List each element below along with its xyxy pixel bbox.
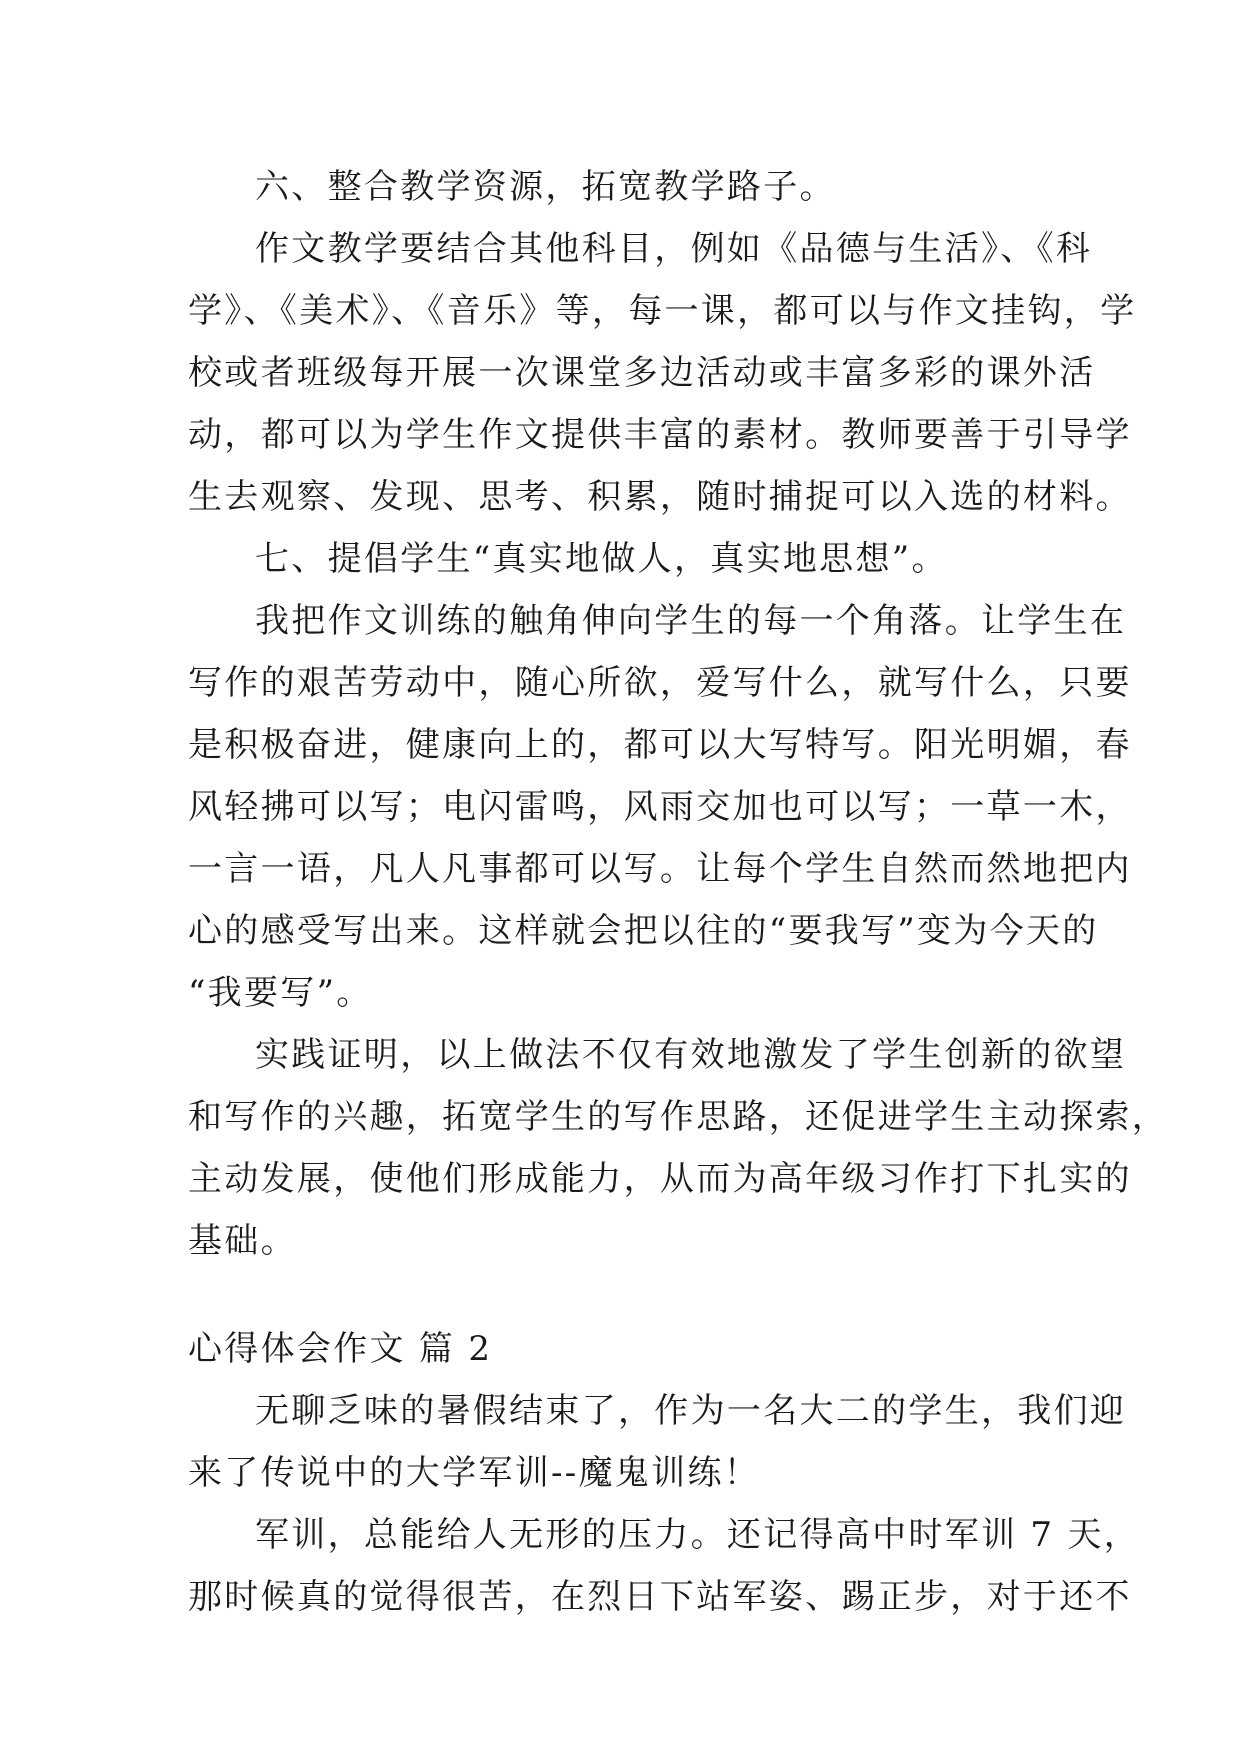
paragraph-line: 一言一语，凡人凡事都可以写。让每个学生自然而然地把内 xyxy=(188,849,1132,889)
section-heading-6: 六、整合教学资源，拓宽教学路子。 xyxy=(255,167,836,207)
paragraph-line: 无聊乏味的暑假结束了，作为一名大二的学生，我们迎 xyxy=(255,1391,1127,1431)
paragraph-line: 校或者班级每开展一次课堂多边活动或丰富多彩的课外活 xyxy=(188,353,1096,393)
section-heading-7: 七、提倡学生“真实地做人，真实地思想”。 xyxy=(255,539,948,579)
paragraph-line: “我要写”。 xyxy=(188,973,373,1013)
paragraph-line: 动，都可以为学生作文提供丰富的素材。教师要善于引导学 xyxy=(188,415,1132,455)
paragraph-line: 风轻拂可以写；电闪雷鸣，风雨交加也可以写；一草一木， xyxy=(188,787,1132,827)
paragraph-line: 实践证明，以上做法不仅有效地激发了学生创新的欲望 xyxy=(255,1035,1127,1075)
paragraph-line: 是积极奋进，健康向上的，都可以大写特写。阳光明媚，春 xyxy=(188,725,1132,765)
paragraph-line: 主动发展，使他们形成能力，从而为高年级习作打下扎实的 xyxy=(188,1159,1132,1199)
paragraph-line: 生去观察、发现、思考、积累，随时捕捉可以入选的材料。 xyxy=(188,477,1132,517)
paragraph-line: 写作的艰苦劳动中，随心所欲，爱写什么，就写什么，只要 xyxy=(188,663,1132,703)
paragraph-line: 学》、《美术》、《音乐》等，每一课，都可以与作文挂钩，学 xyxy=(188,291,1137,331)
paragraph-line: 作文教学要结合其他科目，例如《品德与生活》、《科 xyxy=(255,229,1093,269)
paragraph-line: 我把作文训练的触角伸向学生的每一个角落。让学生在 xyxy=(255,601,1127,641)
paragraph-line: 和写作的兴趣，拓宽学生的写作思路，还促进学生主动探索， xyxy=(188,1097,1169,1137)
paragraph-line: 那时候真的觉得很苦，在烈日下站军姿、踢正步，对于还不 xyxy=(188,1577,1132,1617)
paragraph-line: 基础。 xyxy=(188,1221,297,1261)
paragraph-line: 心的感受写出来。这样就会把以往的“要我写”变为今天的 xyxy=(188,911,1099,951)
paragraph-line: 军训，总能给人无形的压力。还记得高中时军训 7 天， xyxy=(255,1515,1141,1555)
paragraph-line: 来了传说中的大学军训--魔鬼训练！ xyxy=(188,1453,761,1493)
article-title: 心得体会作文 篇 2 xyxy=(188,1329,493,1369)
